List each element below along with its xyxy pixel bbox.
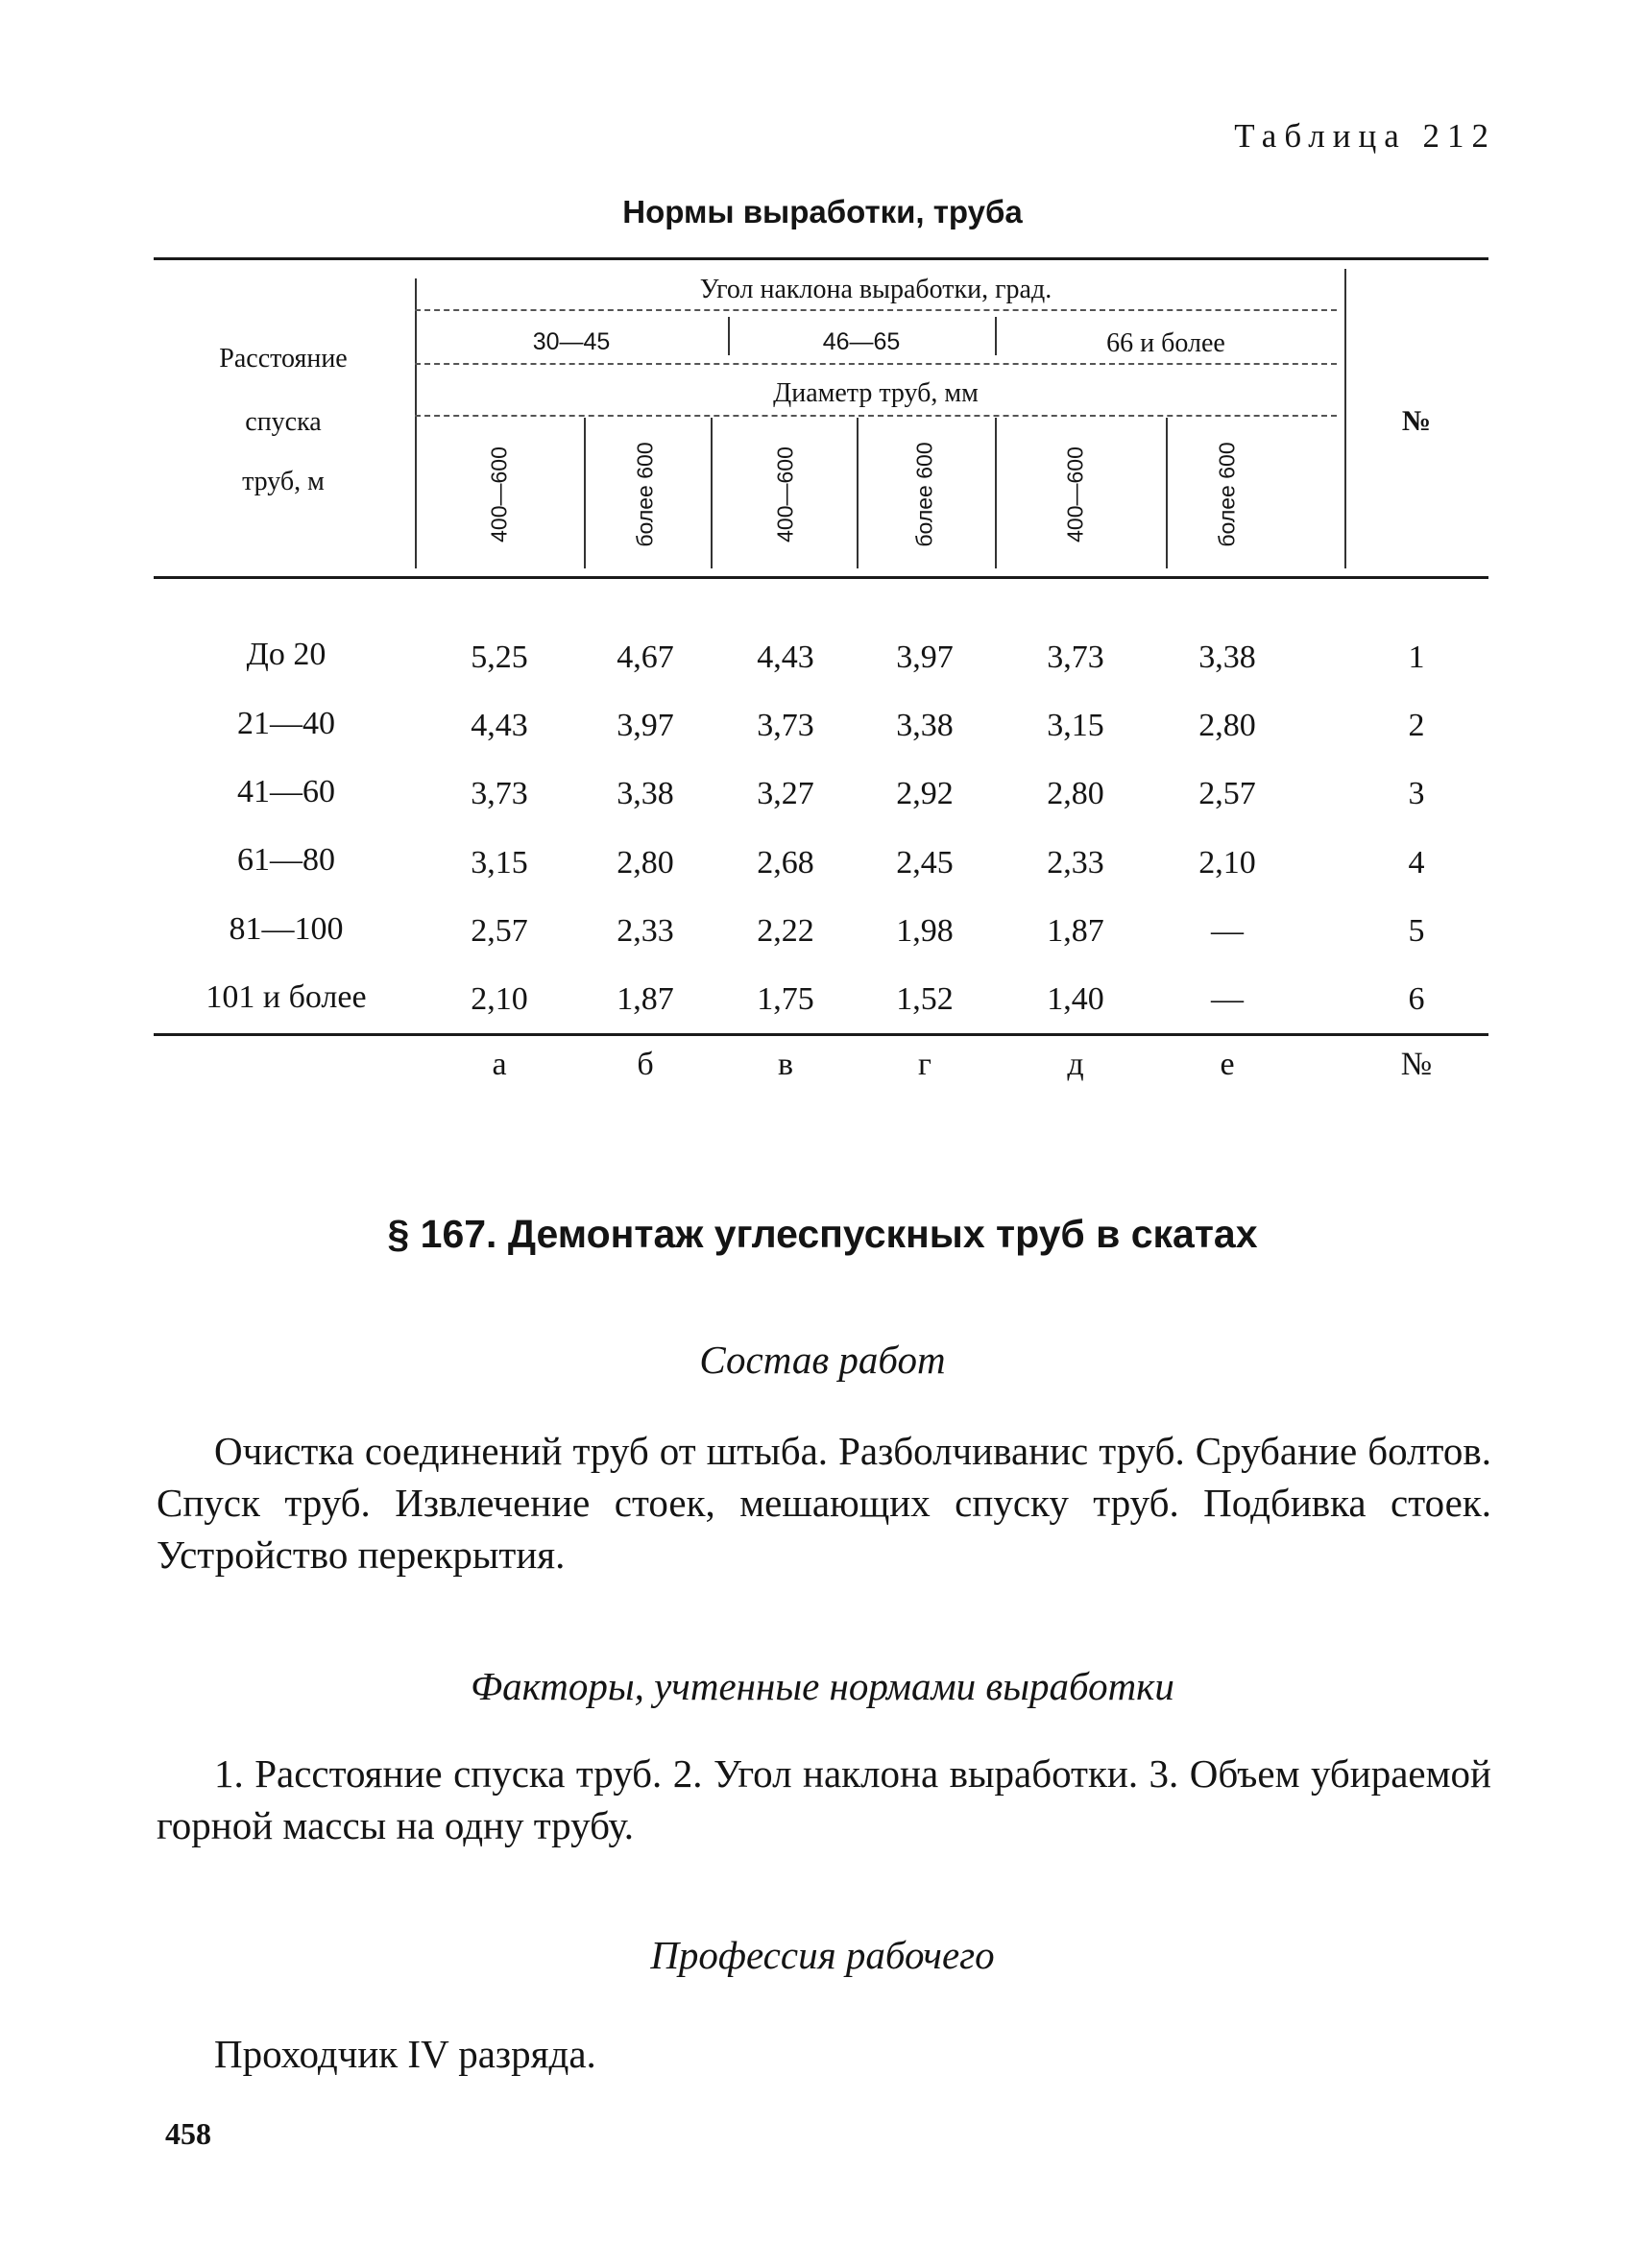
factors-title: Факторы, учтенные нормами выработки bbox=[471, 1664, 1174, 1708]
table-cell: 2,80 bbox=[1047, 776, 1104, 811]
header-distance-line-1: Расстояние bbox=[219, 344, 348, 374]
table-cell: — bbox=[1211, 913, 1244, 949]
row-label: 61—80 bbox=[237, 842, 335, 878]
table-cell: 3,15 bbox=[1047, 708, 1104, 743]
header-distance-line-3: труб, м bbox=[242, 467, 325, 496]
header-divider bbox=[584, 418, 586, 568]
table-cell: 1,87 bbox=[617, 981, 674, 1017]
header-number: № bbox=[1401, 405, 1432, 437]
composition-title: Состав работ bbox=[699, 1338, 946, 1382]
table-cell: 3,38 bbox=[896, 708, 954, 743]
table-title: Нормы выработки, труба bbox=[622, 194, 1023, 229]
column-letter: е bbox=[1220, 1047, 1235, 1082]
factors-text bbox=[157, 1748, 1491, 1851]
table-cell: 2,80 bbox=[617, 845, 674, 881]
row-number: 6 bbox=[1408, 981, 1425, 1017]
table-cell: 3,73 bbox=[1047, 639, 1104, 675]
table-cell: 2,45 bbox=[896, 845, 954, 881]
profession-text-body: Проходчик IV разряда. bbox=[214, 2032, 596, 2076]
header-diameter-title: Диаметр труб, мм bbox=[773, 378, 979, 408]
composition-text-body: Очистка соединений труб от штыба. Разболчиванис труб. Срубание болтов. Спуск труб. Извлечение стоек, мешающих спуску труб. Подбивка стоек. Устройство перекрытия. bbox=[157, 1429, 1491, 1577]
section-heading: § 167. Демонтаж углеспускных труб в скатах bbox=[387, 1212, 1258, 1256]
header-divider bbox=[415, 278, 417, 568]
header-divider bbox=[995, 418, 997, 568]
row-number: 1 bbox=[1408, 639, 1425, 675]
row-number: 2 bbox=[1408, 708, 1425, 743]
footer-number: № bbox=[1400, 1047, 1433, 1082]
table-cell: 1,87 bbox=[1047, 913, 1104, 949]
composition-text bbox=[157, 1425, 1491, 1580]
profession-title: Профессия рабочего bbox=[650, 1933, 995, 1977]
table-cell: 2,92 bbox=[896, 776, 954, 811]
header-distance-line-2: спуска bbox=[245, 407, 322, 437]
table-cell: 2,33 bbox=[1047, 845, 1104, 881]
column-letter: в bbox=[777, 1047, 794, 1082]
header-divider bbox=[1166, 418, 1168, 568]
table-top-rule bbox=[154, 257, 1488, 260]
header-diameter-d: более 600 bbox=[911, 442, 937, 547]
table-cell: 1,40 bbox=[1047, 981, 1104, 1017]
header-diameter-b: более 600 bbox=[632, 442, 658, 547]
factors-text-body: 1. Расстояние спуска труб. 2. Угол наклона выработки. 3. Объем убираемой горной массы на одну трубу. bbox=[157, 1751, 1491, 1847]
table-cell: 5,25 bbox=[471, 639, 528, 675]
table-cell: 2,33 bbox=[617, 913, 674, 949]
header-divider bbox=[711, 418, 713, 568]
header-bottom-rule bbox=[154, 576, 1488, 579]
table-cell: 4,43 bbox=[757, 639, 814, 675]
header-dashed-rule bbox=[415, 415, 1337, 417]
column-letter: д bbox=[1067, 1047, 1084, 1082]
row-label: 81—100 bbox=[229, 911, 344, 947]
table-cell: 2,57 bbox=[1198, 776, 1256, 811]
table-cell: 2,57 bbox=[471, 913, 528, 949]
table-cell: 1,52 bbox=[896, 981, 954, 1017]
row-number: 5 bbox=[1408, 913, 1425, 949]
table-cell: 3,15 bbox=[471, 845, 528, 881]
table-cell: 1,98 bbox=[896, 913, 954, 949]
table-cell: 3,97 bbox=[617, 708, 674, 743]
table-cell: 2,10 bbox=[1198, 845, 1256, 881]
table-cell: 3,97 bbox=[896, 639, 954, 675]
header-angle-group-3: 66 и более bbox=[1106, 328, 1225, 358]
table-cell: 2,68 bbox=[757, 845, 814, 881]
table-cell: 2,10 bbox=[471, 981, 528, 1017]
table-cell: 2,80 bbox=[1198, 708, 1256, 743]
table-label: Таблица 212 bbox=[1234, 117, 1496, 155]
table-cell: 4,67 bbox=[617, 639, 674, 675]
table-cell: 4,43 bbox=[471, 708, 528, 743]
page-number: 458 bbox=[165, 2116, 211, 2151]
table-cell: 3,38 bbox=[617, 776, 674, 811]
table-cell: 3,27 bbox=[757, 776, 814, 811]
table-cell: 2,22 bbox=[757, 913, 814, 949]
header-angle-group-2: 46—65 bbox=[822, 328, 901, 355]
table-cell: 3,73 bbox=[757, 708, 814, 743]
row-label: До 20 bbox=[246, 637, 327, 672]
header-diameter-a: 400—600 bbox=[486, 446, 512, 543]
header-divider bbox=[857, 418, 859, 568]
header-angle-group-1: 30—45 bbox=[532, 328, 611, 355]
row-label: 21—40 bbox=[237, 706, 335, 741]
table-cell: 3,38 bbox=[1198, 639, 1256, 675]
table-cell: 1,75 bbox=[757, 981, 814, 1017]
profession-text bbox=[157, 2028, 1491, 2080]
header-diameter-e: 400—600 bbox=[1062, 446, 1088, 543]
row-number: 4 bbox=[1408, 845, 1425, 881]
row-number: 3 bbox=[1408, 776, 1425, 811]
table-bottom-rule bbox=[154, 1033, 1488, 1036]
column-letter: а bbox=[492, 1047, 507, 1082]
column-letter: г bbox=[918, 1047, 931, 1082]
header-angle-title: Угол наклона выработки, град. bbox=[699, 275, 1052, 304]
header-dashed-rule bbox=[415, 363, 1337, 365]
header-dashed-rule bbox=[415, 309, 1337, 311]
header-diameter-c: 400—600 bbox=[772, 446, 798, 543]
header-diameter-f: более 600 bbox=[1214, 442, 1240, 547]
table-cell: — bbox=[1211, 981, 1244, 1017]
row-label: 41—60 bbox=[237, 774, 335, 809]
table-cell: 3,73 bbox=[471, 776, 528, 811]
row-label: 101 и более bbox=[206, 979, 367, 1015]
column-letter: б bbox=[637, 1047, 654, 1082]
